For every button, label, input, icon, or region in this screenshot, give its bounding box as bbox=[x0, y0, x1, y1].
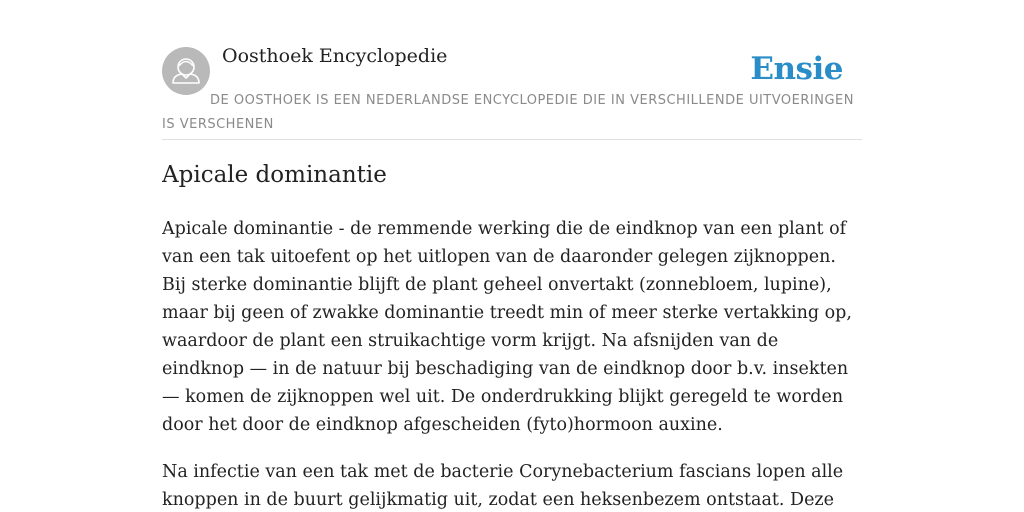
site-name[interactable]: Oosthoek Encyclopedie bbox=[222, 45, 448, 67]
article-body bbox=[162, 215, 862, 512]
site-header bbox=[162, 0, 862, 140]
brand-logo[interactable]: Ensie bbox=[750, 51, 843, 87]
article-paragraph: Apicale dominantie - de remmende werking die de eindknop van een plant of van een tak uitoefent op het uitlopen van de daaronder gelegen zijknoppen. Bij sterke dominantie blijft de plant geheel onvertakt (zonnebloem, lupine), maar bij geen of zwakke dominantie treedt min of meer sterke vertakking op, waardoor de plant een struikachtige vorm krijgt. Na afsnijden van de eindknop — in de natuur bij beschadiging van de eindknop door b.v. insekten — komen de zijknoppen wel uit. De onderdrukking blijkt geregeld te worden door het door de eindknop afgescheiden (fyto)hormoon auxine. bbox=[162, 219, 852, 435]
page bbox=[162, 0, 862, 512]
avatar[interactable] bbox=[162, 47, 210, 95]
user-icon bbox=[162, 47, 210, 95]
article-paragraph: Na infectie van een tak met de bacterie Corynebacterium fascians lopen alle knoppen in de buurt gelijkmatig uit, zodat een heksenbezem ontstaat. Deze bbox=[162, 462, 844, 510]
page-title: Apicale dominantie bbox=[162, 162, 387, 188]
site-tagline: DE OOSTHOEK IS EEN NEDERLANDSE ENCYCLOPEDIE DIE IN VERSCHILLENDE UITVOERINGEN IS VERSCHENEN bbox=[162, 93, 854, 132]
